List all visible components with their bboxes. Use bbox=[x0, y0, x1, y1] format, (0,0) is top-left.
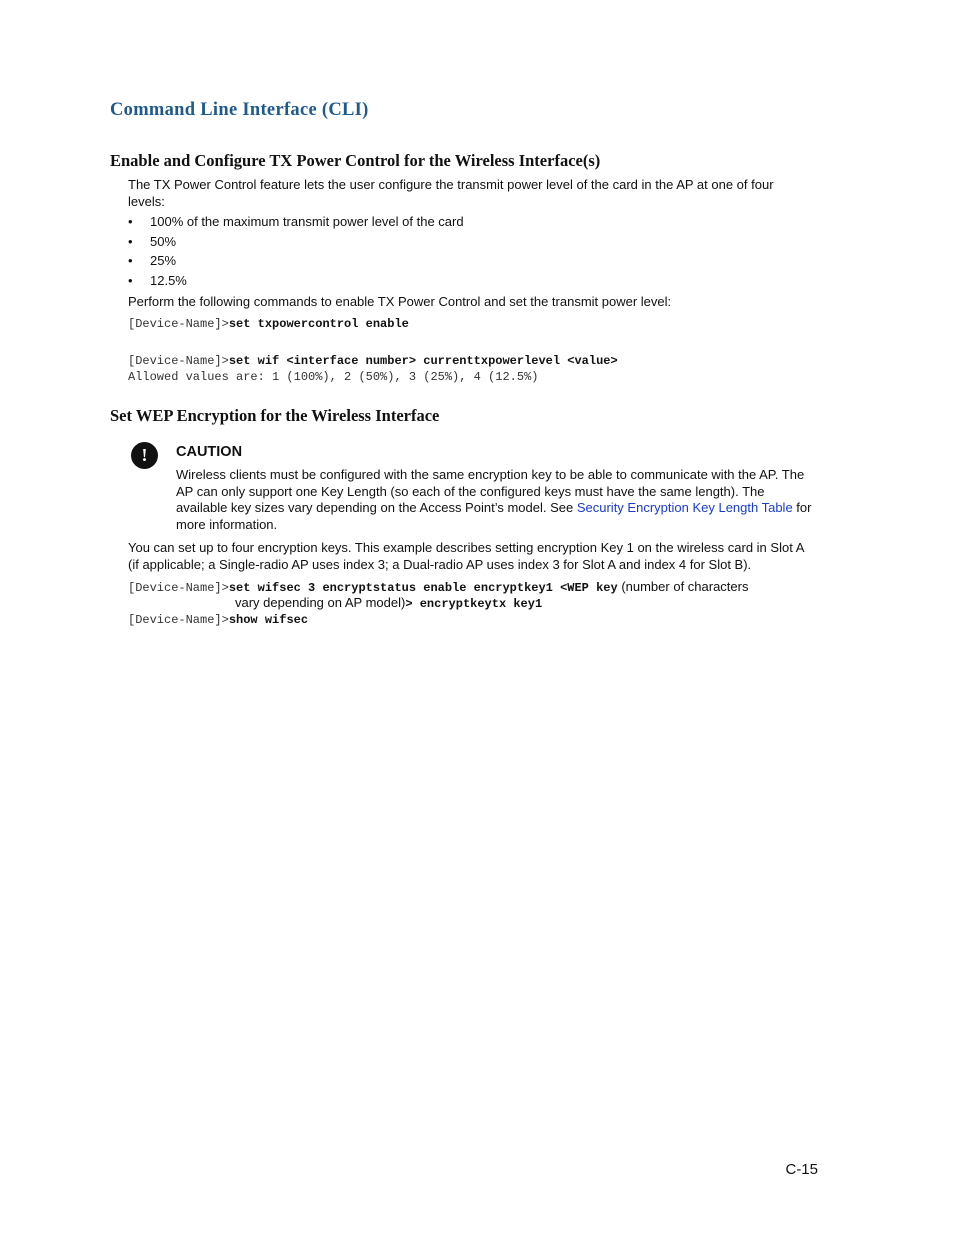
wep-body-text: You can set up to four encryption keys. This example describes setting encryption Key 1 on the wireless card in Slot A (if applicable; a Single-radio AP uses index 3; a Dual-radio AP uses index 3 for Slot A and index 4 for Slot B). bbox=[128, 540, 804, 572]
caution-text: Wireless clients must be configured with the same encryption key to be able to communicate with the AP. The AP can only support one Key Length (so each of the configured keys must have the same length). The available key sizes vary depending on the Access Point’s model. See Security Encryption Key Length Table for more information. bbox=[176, 467, 812, 532]
bullet-icon: • bbox=[128, 214, 133, 229]
caution-title: CAUTION bbox=[176, 444, 243, 460]
security-key-length-link[interactable]: Security Encryption Key Length Table bbox=[576, 500, 793, 515]
bullet-icon: • bbox=[128, 273, 133, 288]
bullet-icon: • bbox=[128, 253, 133, 268]
code-line-txpowercontrol: [Device-Name]>set txpowercontrol enable bbox=[128, 317, 409, 331]
caution-icon: ! bbox=[131, 442, 158, 469]
code-line-wifsec-cont: vary depending on AP model)> encryptkeytx key1 bbox=[235, 595, 543, 611]
list-item: • 100% of the maximum transmit power level of the card bbox=[128, 214, 464, 229]
list-item: • 25% bbox=[128, 253, 177, 268]
perform-commands-text: Perform the following commands to enable TX Power Control and set the transmit power level: bbox=[128, 294, 672, 309]
bullet-icon: • bbox=[128, 234, 133, 249]
page-title: Command Line Interface (CLI) bbox=[110, 100, 369, 120]
list-item: • 50% bbox=[128, 234, 177, 249]
code-line-wifsec: [Device-Name]>set wifsec 3 encryptstatus enable encryptkey1 <WEP key (number of characters bbox=[128, 579, 749, 595]
section-heading-tx-power: Enable and Configure TX Power Control for the Wireless Interface(s) bbox=[110, 151, 601, 170]
code-allowed-values: Allowed values are: 1 (100%), 2 (50%), 3 (25%), 4 (12.5%) bbox=[128, 370, 539, 384]
list-item: • 12.5% bbox=[128, 273, 187, 288]
code-line-txpowerlevel: [Device-Name]>set wif <interface number> currenttxpowerlevel <value> bbox=[128, 354, 618, 368]
tx-power-intro: The TX Power Control feature lets the user configure the transmit power level of the card in the AP at one of four levels: bbox=[128, 177, 774, 209]
code-line-show-wifsec: [Device-Name]>show wifsec bbox=[128, 613, 309, 627]
page-number: C-15 bbox=[785, 1161, 818, 1178]
section-heading-wep: Set WEP Encryption for the Wireless Interface bbox=[110, 406, 440, 425]
